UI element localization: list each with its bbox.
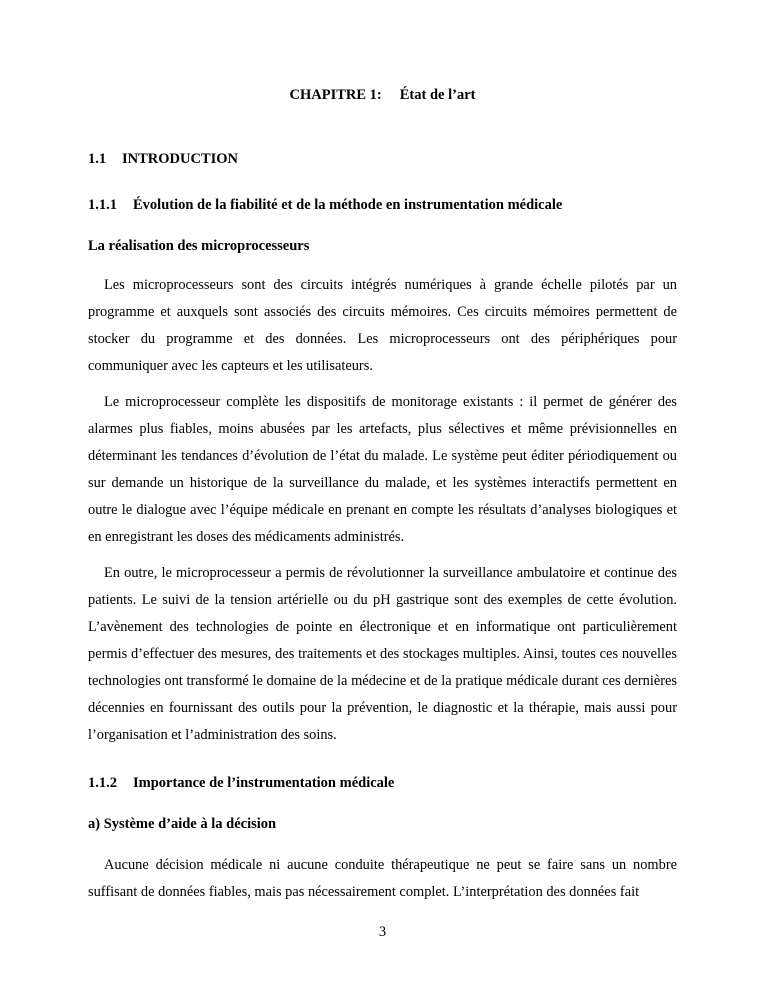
subsection-heading-2 <box>88 775 394 792</box>
subsection-heading-1 <box>88 197 562 214</box>
body-paragraph-4: Aucune décision médicale ni aucune conduite thérapeutique ne peut se faire sans un nombre suffisant de données fiables, mais pas nécessairement complet. L’interprétation des données fait <box>88 857 677 900</box>
subsection-number-1: 1.1.1 <box>88 197 117 213</box>
paragraph-heading-microprocessors: La réalisation des microprocesseurs <box>88 238 310 254</box>
section-heading <box>88 151 238 168</box>
chapter-heading <box>0 87 765 104</box>
subsection-title-2: Importance de l’instrumentation médicale <box>133 775 395 791</box>
subsection-title-1: Évolution de la fiabilité et de la méthode en instrumentation médicale <box>133 197 563 213</box>
body-paragraph-2: Le microprocesseur complète les dispositifs de monitorage existants : il permet de générer des alarmes plus fiables, moins abusées par les artefacts, plus sélectives et même prévisionnelles en déterminant les tendances d’évolution de l’état du malade. Le système peut éditer périodiquement ou sur demande un historique de la surveillance du malade, et les systèmes interactifs permettent en outre le dialogue avec l’équipe médicale en prenant en compte les résultats d’analyses biologiques et en enregistrant les doses des médicaments administrés. <box>88 394 677 545</box>
page-number: 3 <box>378 924 387 940</box>
body-paragraph-3: En outre, le microprocesseur a permis de révolutionner la surveillance ambulatoire et continue des patients. Le suivi de la tension artérielle ou du pH gastrique sont des exemples de cette évolution. L’avènement des technologies de pointe en électronique et en informatique ont particulièrement permis d’effectuer des mesures, des traitements et des stockages multiples. Ainsi, toutes ces nouvelles technologies ont transformé le domaine de la médecine et de la pratique médicale durant ces dernières décennies en fournissant des outils pour la prévention, le diagnostic et la thérapie, mais aussi pour l’organisation et l’administration des soins. <box>88 565 677 743</box>
chapter-title: État de l’art <box>399 87 476 103</box>
subsection-number-2: 1.1.2 <box>88 775 117 791</box>
paragraph-heading-decision: a) Système d’aide à la décision <box>88 816 277 832</box>
chapter-label: CHAPITRE 1: <box>289 87 382 103</box>
section-number: 1.1 <box>88 151 107 167</box>
body-paragraph-1: Les microprocesseurs sont des circuits intégrés numériques à grande échelle pilotés par un programme et auxquels sont associés des circuits mémoires. Ces circuits mémoires permettent de stocker du programme et des données. Les microprocesseurs ont des périphériques pour communiquer avec les capteurs et les utilisateurs. <box>88 277 677 374</box>
section-title: INTRODUCTION <box>122 151 239 167</box>
